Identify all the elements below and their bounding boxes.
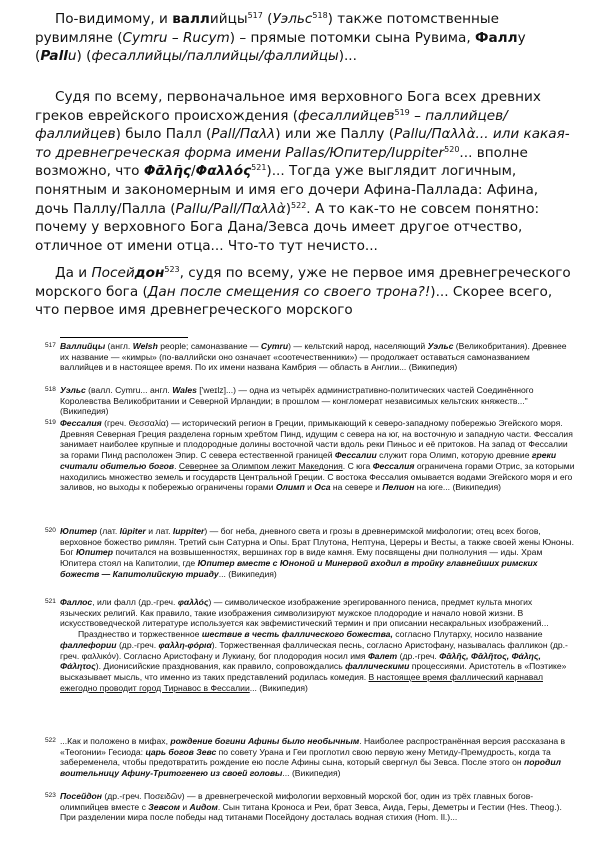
- footnote-ref-523[interactable]: 523: [164, 265, 180, 274]
- footnote-ref-519[interactable]: 519: [394, 107, 410, 117]
- footnote-ref-522[interactable]: 522: [291, 200, 307, 210]
- paragraph-walisians: По-видимому, и валлийцы$^{517}$ (Уэльс$^{518}$) также потомственные рувимляне (Cymru – Rucym) – прямые потомки сына Рувима, Фаллу (Pallu) (фесаллийцы/паллийцы/фаллийцы)...: [35, 11, 526, 65]
- footnote-number: 521: [45, 598, 56, 605]
- footnote-ref-520[interactable]: 520: [444, 144, 460, 154]
- footnote-ref-517[interactable]: 517: [247, 11, 263, 20]
- footnote-521: 521 Фаллос, или фалл (др.-греч. φαλλός) — символическое изображение эрегированного пениса, предмет культа многих языческих религий. Как правило, такие изображения символизируют мужское плодородие и начало новой жизни. В искусствоведческой литературе используется как эвфемистический термин и при описании несакральных изображений... Празднество и торжественное шествие в честь фаллического божества, согласно Плутарху, носило название фаллефории (др.-греч. φαλλη-φόρια). Торжественная фаллическая песнь, согласно Аристофану, называлась фалликон (др.-греч. φαλλικόν). Согласно Аристофану и Лукиану, бог плодородия носил имя Фалет (др.-греч. Φᾱλῆς, Φᾱλῆτος, Φάλης, Φάλητος). Дионисийские празднования, как правило, сопровождались фаллическими процессиями. Аристотель в «Поэтике» высказывает мысль, что именно из таких представлений родилась комедия. В настоящее время фаллический карнавал ежегодно проводит город Тирнавос в Фессалии... (Википедия): [60, 597, 575, 693]
- footnote-518: 518 Уэльс (валл. Cymru... англ. Wales ['weɪlz]...) — одна из четырёх административно-политических частей Соединённого Королевства Великобритании и Северной Ирландии; в прошлом — конгломерат независимых кельтских княжеств..." (Википедия): [45, 385, 534, 417]
- footnote-522: 522 ...Как и положено в мифах, рождение богини Афины было необычным. Наиболее распространённая версия рассказана в «Теогонии» Гесиода: царь богов Зевс по совету Урана и Геи проглотил свою первую жену Метиду-Премудрость, когда та забеременела, чтобы предотвратить рождение ею после Афины сына, который свергнул бы Зевса. После этого он породил воительницу Афину-Тритогенею из своей головы... (Википедия): [45, 736, 566, 779]
- footnote-517: 517 Валлийцы (англ. Welsh people; самоназвание — Cymru) — кельтский народ, населяющий Уэльс (Великобритания). Древнее их название — «кимры» (по-валлийски оно означает «соотечественники») — продолжает оставаться самоназванием валлийцев и в настоящее время. По их имени названа Камбрия — область в Англии... (Википедия): [45, 341, 567, 373]
- footnote-521-second-paragraph: Празднество и торжественное шествие в честь фаллического божества, согласно Плутарху, носило название фаллефории (др.-греч. φαλλη-φόρια). Торжественная фаллическая песнь, согласно Аристофану, называлась фалликон (др.-греч. φαλλικόν). Согласно Аристофану и Лукиану, бог плодородия носил имя Фалет (др.-греч. Φᾱλῆς, Φᾱλῆτος, Φάλης, Φάλητος). Дионисийские празднования, как правило, сопровождались фаллическими процессиями. Аристотель в «Поэтике» высказывает мысль, что именно из таких представлений родилась комедия. В настоящее время фаллический карнавал ежегодно проводит город Тирнавос в Фессалии... (Википедия): [60, 629, 568, 693]
- paragraph-poseidon: Да и Посейдон$^{523}$, судя по всему, уже не первое имя древнегреческого морского бога (Дан после смещения со своего трона?!)... Скорее всего, что первое имя древнегреческого морского: [35, 265, 571, 319]
- footnote-number: 522: [45, 737, 56, 744]
- footnote-523: 523 Посейдон (др.-греч. Ποσειδῶν) — в древнегреческой мифологии верховный морской бог, один из трёх главных богов-олимпийцев вместе с Зевсом и Аидом. Сын титана Кроноса и Реи, брат Зевса, Аида, Геры, Деметры и Гестии (Hes. Theog.). При разделении мира после победы над титанами Посейдону досталась водная стихия (Hom. Il.)...: [45, 791, 562, 823]
- footnote-520: 520 Юпитер (лат. Iūpiter и лат. Iuppiter) — бог неба, дневного света и грозы в древнеримской мифологии; отец всех богов, верховное божество римлян. Третий сын Сатурна и Опы. Брат Плутона, Нептуна, Цереры и Весты, а также своей жены Юноны. Бог Юпитер почитался на возвышенностях, вершинах гор в виде камня. Ему посвящены дни полнолуния — иды. Храм Юпитера стоял на Капитолии, где Юпитер вместе с Юноной и Минервой входил в тройку главнейших римских божеств — Капитолийскую триаду... (Википедия): [45, 526, 574, 579]
- footnote-ref-518[interactable]: 518: [312, 11, 328, 20]
- footnote-519: 519 Фессалия (греч. Θεσσαλία) — исторический регион в Греции, примыкающий к северо-западному побережью Эгейского моря. Древняя Северная Греция разделена горным хребтом Пинд, идущим с севера на юг, на восточную и западную части. Фессалия занимает наиболее крупные и плодородные долины восточной части вдоль реки Пиньос и её притоков. На запад от Фессалии за горами Пинд расположен Эпир. С севера естественной границей Фессалии служит гора Олимп, которую древние греки считали обителью богов. Севернее за Олимпом лежит Македония. С юга Фессалия ограничена горами Отрис, за которыми находились множество земель и государств Центральной Греции. С востока Фессалия омывается водами Эгейского моря и его заливов, но выходы к побережью ограничены горами Олимп и Оса на севере и Пелион на юге... (Википедия): [45, 418, 575, 493]
- footnote-ref-521[interactable]: 521: [251, 163, 267, 173]
- footnote-number: 518: [45, 386, 56, 393]
- footnote-separator: [60, 337, 188, 338]
- footnote-number: 519: [45, 419, 56, 426]
- paragraph-pall-god: Судя по всему, первоначальное имя верховного Бога всех древних греков еврейского происхождения (фесаллийцев$^{519}$ – паллийцев/фаллийцев) было Палл (Pall/Παλλ) или же Паллу (Pallu/Παλλὰ... или какая-то древнегреческая форма имени Pallas/Юпитер/Iuppiter$^{520}$... вполне возможно, что Φᾱλῆς/Φαλλός$^{521}$)... Тогда уже выглядит логичным, понятным и закономерным и имя его дочери Афина-Паллада: Афина, дочь Паллу/Палла (Pallu/Pall/Παλλὰ)$^{522}$. А то как-то не совсем понятно: почему у верховного Бога Дана/Зевса дочь имеет другое отчество, отличное от имени отца... Что-то тут нечисто...: [35, 89, 570, 254]
- footnote-number: 523: [45, 792, 56, 799]
- footnote-number: 517: [45, 342, 56, 349]
- footnote-number: 520: [45, 527, 56, 534]
